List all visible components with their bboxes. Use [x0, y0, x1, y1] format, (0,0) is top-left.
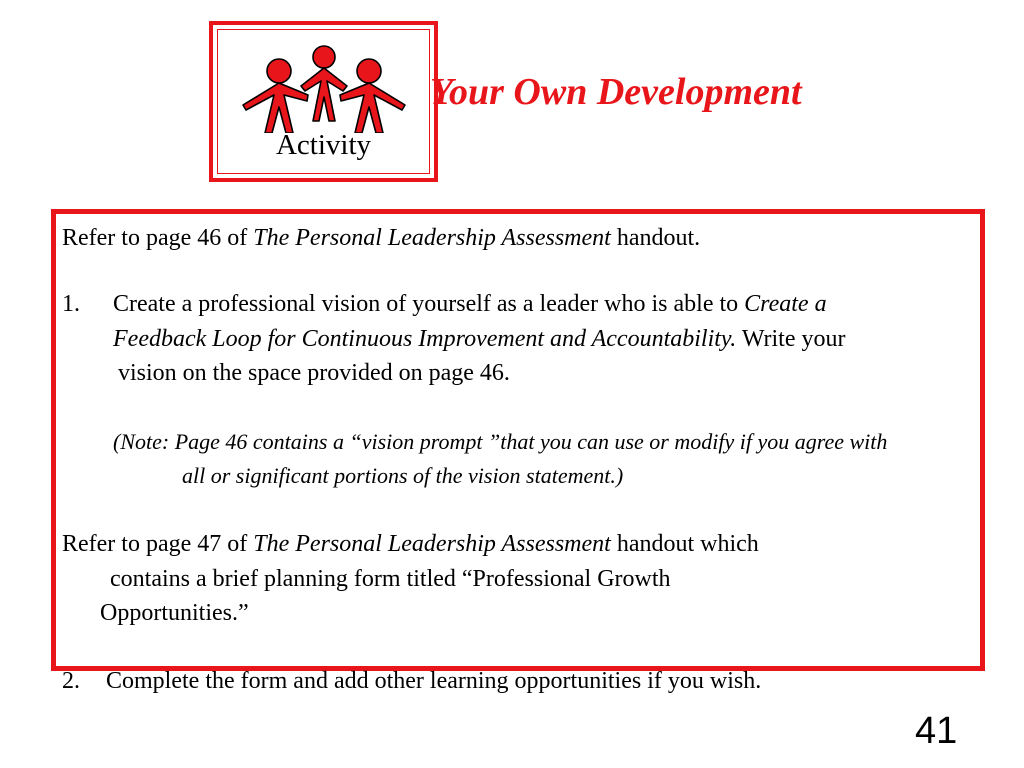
paragraph-refer-page-46: [62, 223, 700, 253]
paragraph-refer-page-47-line-2: contains a brief planning form titled “Professional Growth: [110, 566, 671, 592]
list-item-1-line-1: [113, 289, 827, 319]
activity-badge: [209, 21, 438, 182]
text: handout which: [610, 531, 759, 557]
list-item-1-number: 1.: [62, 291, 80, 317]
note-line-2: all or significant portions of the vision statement.): [182, 463, 624, 488]
three-people-icon: [237, 37, 407, 133]
paragraph-refer-page-47: [62, 529, 759, 559]
text: Refer to page 46 of: [62, 225, 254, 251]
handout-title: The Personal Leadership Assessment: [253, 531, 611, 557]
text: Refer to page 47 of: [62, 531, 254, 557]
slide-title: Your Own Development: [430, 71, 802, 113]
emphasis: Feedback Loop for Continuous Improvement and Accountability.: [113, 326, 737, 352]
list-item-2-text: Complete the form and add other learning opportunities if you wish.: [106, 668, 762, 694]
activity-label: Activity: [275, 129, 372, 161]
note-line-1: (Note: Page 46 contains a “vision prompt ”that you can use or modify if you agree with: [113, 429, 888, 454]
emphasis: Create a: [744, 291, 827, 317]
page-number: 41: [915, 710, 958, 752]
paragraph-refer-page-47-line-3: Opportunities.”: [100, 600, 249, 626]
text: Create a professional vision of yourself as a leader who is able to: [113, 291, 745, 317]
list-item-1-line-2: [113, 324, 845, 354]
list-item-1-line-3: vision on the space provided on page 46.: [118, 360, 510, 386]
text: Write your: [736, 326, 846, 352]
text: handout.: [610, 225, 701, 251]
handout-title: The Personal Leadership Assessment: [253, 225, 611, 251]
list-item-2-number: 2.: [62, 668, 80, 694]
